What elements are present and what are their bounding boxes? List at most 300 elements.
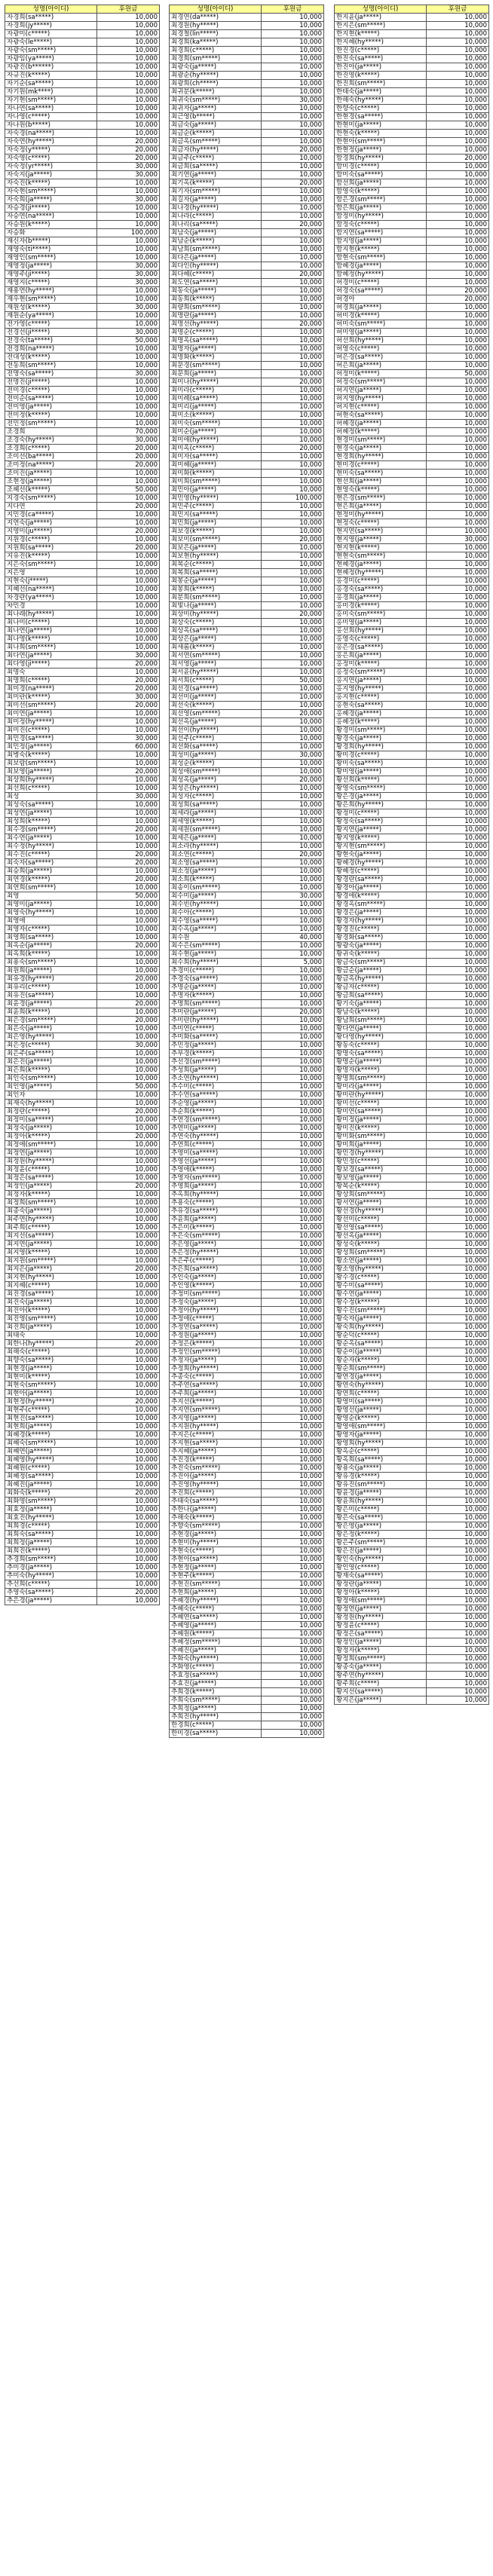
donation-amount: 10,000 — [427, 984, 489, 992]
donation-amount: 10,000 — [427, 619, 489, 627]
donor-row — [5, 619, 160, 627]
donor-name: 허지영(hy*****) — [335, 395, 427, 403]
donor-name: 최옥순(ja*****) — [5, 942, 97, 950]
donation-amount: 10,000 — [262, 1357, 324, 1365]
donor-row — [170, 420, 324, 428]
donation-amount: 10,000 — [427, 221, 489, 229]
donor-row — [335, 950, 489, 959]
donor-name: 최윤경(ja*****) — [5, 1000, 97, 1008]
donation-amount: 10,000 — [427, 1381, 489, 1390]
donation-amount: 10,000 — [427, 1514, 489, 1522]
donation-amount: 10,000 — [427, 179, 489, 188]
donor-row — [170, 1224, 324, 1232]
donor-row — [335, 105, 489, 113]
donor-row — [170, 138, 324, 146]
donation-amount: 10,000 — [427, 1688, 489, 1696]
donation-amount: 20,000 — [97, 1489, 160, 1498]
donor-row — [5, 387, 160, 395]
donation-amount: 10,000 — [97, 1522, 160, 1531]
donor-name: 허경희(ja*****) — [335, 304, 427, 312]
donor-name: 추성희(ja*****) — [170, 1066, 262, 1075]
donor-name: 최나연(ja*****) — [5, 627, 97, 635]
donor-name: 전민정(sm*****) — [5, 420, 97, 428]
donation-amount: 10,000 — [97, 1232, 160, 1241]
donation-amount: 10,000 — [262, 652, 324, 660]
donor-name: 추한나(ja*****) — [170, 1506, 262, 1514]
donation-amount: 10,000 — [427, 702, 489, 710]
donor-name: 추효정(sa*****) — [170, 1672, 262, 1680]
donor-name: 현경숙(ja*****) — [335, 445, 427, 453]
donor-row — [170, 254, 324, 262]
donation-amount: 50,000 — [97, 486, 160, 494]
donor-name: 최보람(sm*****) — [5, 760, 97, 768]
donation-amount: 10,000 — [427, 1406, 489, 1415]
donor-name: 한해숙(hy*****) — [335, 96, 427, 105]
donor-name: 추수미(c*****) — [170, 1083, 262, 1091]
donor-row — [170, 1340, 324, 1348]
donor-row — [335, 702, 489, 710]
donor-name: 최분희(sm*****) — [170, 594, 262, 602]
donation-amount: 10,000 — [427, 1116, 489, 1124]
donor-row — [335, 1556, 489, 1564]
donor-name: 재우현(sm*****) — [5, 295, 97, 304]
donor-row — [335, 237, 489, 246]
donor-name: 추혜진(ja*****) — [170, 1647, 262, 1655]
donation-amount: 10,000 — [262, 1597, 324, 1605]
donor-name: 최미리(ja*****) — [170, 403, 262, 411]
donation-amount: 10,000 — [262, 1108, 324, 1116]
donation-amount: 10,000 — [427, 1232, 489, 1241]
donor-row — [335, 743, 489, 751]
donor-name: 황미연(sa*****) — [335, 1108, 427, 1116]
donor-row — [335, 1597, 489, 1605]
donation-amount: 10,000 — [262, 1589, 324, 1597]
donor-row — [5, 569, 160, 577]
donation-amount: 30,000 — [97, 735, 160, 743]
donation-amount: 10,000 — [427, 1415, 489, 1423]
donor-name: 최미례(sa*****) — [170, 395, 262, 403]
donation-amount: 10,000 — [97, 1373, 160, 1381]
donor-name: 최명순(c*****) — [170, 329, 262, 337]
donor-name: 황숙희(hy*****) — [335, 1323, 427, 1332]
donor-name: 최보미(sm*****) — [170, 536, 262, 544]
donor-row — [335, 1033, 489, 1042]
donor-row — [335, 1017, 489, 1025]
donation-amount: 10,000 — [262, 1075, 324, 1083]
donor-name: 최나영(k*****) — [5, 635, 97, 644]
donor-name: 황선미(c*****) — [335, 1216, 427, 1224]
donor-name: 추미숙(hy*****) — [5, 1572, 97, 1580]
donor-name: 최보경(k*****) — [170, 528, 262, 536]
donor-name: 최성희(sa*****) — [170, 801, 262, 809]
donor-name: 황지은(ja*****) — [335, 1696, 427, 1705]
donor-row — [5, 1191, 160, 1199]
donor-row — [5, 934, 160, 942]
donation-amount: 20,000 — [97, 528, 160, 536]
donor-name: 황재숙(sa*****) — [335, 1572, 427, 1580]
donation-amount: 10,000 — [262, 1042, 324, 1050]
donor-row — [335, 38, 489, 47]
donation-amount: 10,000 — [97, 602, 160, 610]
donation-amount: 10,000 — [427, 992, 489, 1000]
donation-amount: 10,000 — [427, 1182, 489, 1191]
donor-name: 추정미(sm*****) — [170, 1290, 262, 1299]
donor-name: 최세영(k*****) — [170, 818, 262, 826]
donor-name: 함현숙(sm*****) — [335, 254, 427, 262]
column-header-name: 성명(아이디) — [170, 5, 262, 14]
donor-name: 추인숙(ja*****) — [170, 1274, 262, 1282]
donation-amount: 20,000 — [427, 287, 489, 295]
donation-amount: 30,000 — [97, 163, 160, 171]
donor-row — [170, 876, 324, 884]
donation-amount: 10,000 — [427, 1224, 489, 1232]
donation-amount: 10,000 — [427, 1622, 489, 1630]
donation-amount: 10,000 — [97, 519, 160, 528]
donation-amount: 10,000 — [262, 1207, 324, 1216]
donor-name: 한태숙(ja*****) — [335, 88, 427, 96]
donor-row — [170, 826, 324, 834]
donor-row — [170, 1299, 324, 1307]
donor-name: 황금희(sa*****) — [335, 992, 427, 1000]
donor-row — [170, 851, 324, 859]
donor-row — [170, 411, 324, 420]
donation-amount: 10,000 — [262, 1191, 324, 1199]
donor-name: 함미경(c*****) — [335, 163, 427, 171]
donation-amount: 10,000 — [262, 1199, 324, 1207]
donor-name: 황정란(ja*****) — [335, 1580, 427, 1589]
donor-name: 추효진(ja*****) — [170, 1680, 262, 1688]
donor-name: 황경옥(sm*****) — [335, 901, 427, 909]
donation-amount: 10,000 — [427, 1124, 489, 1133]
donor-name: 추정인(sm*****) — [170, 1348, 262, 1357]
donation-amount: 10,000 — [262, 1605, 324, 1614]
donor-row — [335, 1473, 489, 1481]
donor-name: 지영미(ju*****) — [5, 528, 97, 536]
donation-amount: 10,000 — [97, 950, 160, 959]
donor-row — [170, 610, 324, 619]
donor-name: 추현숙(c*****) — [170, 1547, 262, 1556]
donor-row — [5, 1158, 160, 1166]
donor-name: 황금자(c*****) — [335, 984, 427, 992]
donor-row — [5, 1207, 160, 1216]
donor-name: 허혜정(k*****) — [335, 428, 427, 436]
donor-row — [5, 668, 160, 677]
donor-row — [5, 751, 160, 760]
donor-name: 황수경(c*****) — [335, 1274, 427, 1282]
donor-name: 황남희(sm*****) — [335, 1017, 427, 1025]
donor-name: 최광순(hy*****) — [170, 72, 262, 80]
donor-row — [5, 1456, 160, 1464]
donor-name: 황수연(ja*****) — [335, 1290, 427, 1299]
donor-name: 황성희(sm*****) — [335, 1249, 427, 1257]
donor-name: 황선옥(ja*****) — [335, 1232, 427, 1241]
donor-row — [170, 1307, 324, 1315]
donor-name: 지원희(sa*****) — [5, 544, 97, 552]
donation-amount: 20,000 — [97, 942, 160, 950]
donor-row — [170, 503, 324, 511]
donation-amount: 10,000 — [262, 470, 324, 478]
donation-amount: 10,000 — [262, 984, 324, 992]
donation-amount: 10,000 — [262, 693, 324, 702]
donation-amount: 10,000 — [262, 718, 324, 727]
donation-amount: 10,000 — [427, 1340, 489, 1348]
donation-amount: 10,000 — [262, 420, 324, 428]
donation-amount: 10,000 — [97, 1299, 160, 1307]
donor-row — [170, 1456, 324, 1464]
donation-amount: 10,000 — [427, 420, 489, 428]
donor-row — [335, 909, 489, 917]
donor-name: 황선영(sa*****) — [335, 1224, 427, 1232]
donor-row — [5, 271, 160, 279]
donor-row — [335, 1564, 489, 1572]
donor-row — [170, 1556, 324, 1564]
column-header-amount: 후원금 — [97, 5, 160, 14]
donor-name: 현미경(c*****) — [335, 461, 427, 470]
donation-amount: 10,000 — [262, 72, 324, 80]
donor-name: 조미선(ba*****) — [5, 453, 97, 461]
donor-name: 최선숙(k*****) — [170, 702, 262, 710]
donor-name: 최지원(sm*****) — [5, 1257, 97, 1265]
donor-row — [335, 304, 489, 312]
donation-amount: 10,000 — [262, 594, 324, 602]
donor-row — [335, 30, 489, 38]
donation-amount: 60,000 — [97, 743, 160, 751]
donor-row — [5, 428, 160, 436]
donor-row — [5, 1241, 160, 1249]
donation-amount: 10,000 — [427, 1489, 489, 1498]
donation-amount: 10,000 — [427, 1274, 489, 1282]
donor-name: 최희숙(sa*****) — [5, 1531, 97, 1539]
donor-name: 최미혜(ja*****) — [170, 461, 262, 470]
donor-name: 최동희(k*****) — [170, 295, 262, 304]
donor-name: 최봉희(k*****) — [170, 586, 262, 594]
donor-name: 최혜경(k*****) — [5, 1431, 97, 1439]
donor-name: 조미정(na*****) — [5, 461, 97, 470]
donor-name: 최소라(hy*****) — [170, 843, 262, 851]
donor-row — [5, 635, 160, 644]
donation-amount: 10,000 — [97, 610, 160, 619]
donor-name: 황영희(hy*****) — [335, 1439, 427, 1448]
donor-row — [335, 229, 489, 237]
donor-name: 최현숙(sm*****) — [5, 1381, 97, 1390]
donor-row — [5, 1224, 160, 1232]
donation-amount: 10,000 — [97, 644, 160, 652]
donor-name: 황영순(k*****) — [335, 1415, 427, 1423]
donor-name: 추진숙(sm*****) — [170, 1464, 262, 1473]
donor-row — [170, 668, 324, 677]
donation-amount: 10,000 — [97, 345, 160, 353]
donor-name: 추혜정(sm*****) — [170, 1638, 262, 1647]
donation-amount: 10,000 — [427, 635, 489, 644]
donation-amount: 10,000 — [262, 644, 324, 652]
donor-name: 추연경(sm*****) — [170, 1116, 262, 1124]
donation-amount: 10,000 — [262, 1522, 324, 1531]
donor-row — [5, 876, 160, 884]
donor-row — [5, 1025, 160, 1033]
donor-name: 황지연(ja*****) — [335, 826, 427, 834]
donor-name: 추현미(hy*****) — [170, 1539, 262, 1547]
donor-row — [170, 727, 324, 735]
donor-row — [335, 801, 489, 809]
donation-amount: 10,000 — [427, 55, 489, 63]
donor-row — [170, 1124, 324, 1133]
donor-row — [5, 892, 160, 901]
donation-amount: 10,000 — [427, 1398, 489, 1406]
donation-amount: 10,000 — [262, 1531, 324, 1539]
donor-name: 최서영(ja*****) — [170, 660, 262, 668]
donation-amount: 10,000 — [427, 403, 489, 411]
donation-amount: 10,000 — [427, 1207, 489, 1216]
donor-name: 한지현(k*****) — [335, 30, 427, 38]
donor-row — [335, 1257, 489, 1265]
donation-amount: 10,000 — [262, 1133, 324, 1141]
donation-amount: 10,000 — [262, 801, 324, 809]
donation-amount: 10,000 — [97, 478, 160, 486]
donor-row — [170, 1290, 324, 1299]
donor-row — [5, 229, 160, 237]
donor-name: 황순옥(sa*****) — [335, 1340, 427, 1348]
donor-name: 최소희(k*****) — [170, 876, 262, 884]
donation-amount: 10,000 — [262, 362, 324, 370]
donation-amount: 10,000 — [97, 1066, 160, 1075]
donation-amount: 10,000 — [427, 1680, 489, 1688]
donor-name: 최윤희(k*****) — [5, 1008, 97, 1017]
donor-row — [170, 536, 324, 544]
donor-row — [170, 63, 324, 72]
donor-name: 최금숙(ja*****) — [170, 121, 262, 130]
donation-amount: 20,000 — [97, 768, 160, 776]
donation-amount: 10,000 — [427, 809, 489, 818]
donor-name: 최성은(hy*****) — [170, 785, 262, 793]
donation-amount: 10,000 — [97, 1332, 160, 1340]
donor-name: 추희정(ja*****) — [170, 1705, 262, 1713]
donor-row — [5, 38, 160, 47]
donor-name: 자숙지(ja*****) — [5, 171, 97, 179]
donor-row — [170, 677, 324, 685]
donor-name: 전동희(sm*****) — [5, 362, 97, 370]
donor-row — [335, 901, 489, 909]
donation-amount: 10,000 — [427, 96, 489, 105]
donor-name: 허경아 — [335, 295, 427, 304]
donor-name: 황경자(hy*****) — [335, 917, 427, 925]
donation-amount: 10,000 — [262, 809, 324, 818]
donation-amount: 10,000 — [262, 619, 324, 627]
donation-amount: 10,000 — [97, 760, 160, 768]
donor-row — [335, 635, 489, 644]
donation-amount: 10,000 — [97, 718, 160, 727]
donor-row — [170, 644, 324, 652]
donation-amount: 10,000 — [427, 1547, 489, 1556]
donor-name: 홍정미(k*****) — [335, 660, 427, 668]
donation-amount: 10,000 — [427, 1448, 489, 1456]
donor-row — [5, 1290, 160, 1299]
donor-row — [170, 1406, 324, 1415]
donor-row — [5, 785, 160, 793]
donor-row — [335, 14, 489, 22]
donor-row — [170, 1531, 324, 1539]
donation-amount: 10,000 — [262, 1713, 324, 1721]
donor-name: 황옥순(c*****) — [335, 1448, 427, 1456]
donor-name: 추미화(sa*****) — [170, 1033, 262, 1042]
donor-row — [335, 1091, 489, 1100]
donation-amount: 10,000 — [262, 1622, 324, 1630]
donation-amount: 10,000 — [262, 1514, 324, 1522]
donor-name: 황미경(c*****) — [335, 751, 427, 760]
donor-name: 최금순(k*****) — [170, 130, 262, 138]
donor-name: 최정아(k*****) — [5, 1133, 97, 1141]
donor-row — [170, 1348, 324, 1357]
donation-amount: 10,000 — [97, 55, 160, 63]
donor-name: 추지원(hy*****) — [170, 1423, 262, 1431]
donor-name: 최복순(c*****) — [170, 561, 262, 569]
donation-amount: 10,000 — [97, 1514, 160, 1522]
donation-amount: 10,000 — [262, 1323, 324, 1332]
donor-name: 자경희(jy*****) — [5, 22, 97, 30]
donor-name: 황경은(ja*****) — [335, 909, 427, 917]
donation-amount: 10,000 — [262, 627, 324, 635]
donation-amount: 10,000 — [427, 1473, 489, 1481]
donor-name: 추혜숙(c*****) — [170, 1605, 262, 1614]
donor-row — [335, 561, 489, 569]
donation-amount: 10,000 — [97, 959, 160, 967]
donation-amount: 10,000 — [262, 295, 324, 304]
donor-row — [170, 652, 324, 660]
column-header-amount: 후원금 — [262, 5, 324, 14]
donor-name: 현지현(k*****) — [335, 544, 427, 552]
donation-amount: 10,000 — [262, 1224, 324, 1232]
donation-amount: 10,000 — [97, 818, 160, 826]
donation-amount: 10,000 — [97, 378, 160, 387]
donor-row — [170, 1481, 324, 1489]
donation-amount: 10,000 — [427, 1149, 489, 1158]
donor-name: 최근영(b*****) — [170, 113, 262, 121]
donation-amount: 10,000 — [97, 1481, 160, 1489]
donor-row — [170, 1721, 324, 1730]
donor-name: 최수원 — [170, 934, 262, 942]
donor-row — [170, 751, 324, 760]
donor-name: 추경미(c*****) — [170, 967, 262, 975]
donor-row — [170, 1216, 324, 1224]
donor-row — [5, 1000, 160, 1008]
donor-row — [170, 627, 324, 635]
donor-row — [170, 1464, 324, 1473]
donor-row — [170, 1589, 324, 1597]
donor-row — [335, 246, 489, 254]
donor-row — [335, 984, 489, 992]
donor-name: 최성희(k*****) — [5, 818, 97, 826]
donor-name: 추혜연(sa*****) — [170, 1614, 262, 1622]
donor-row — [335, 55, 489, 63]
donor-row — [335, 478, 489, 486]
donor-name: 황명자(k*****) — [335, 1066, 427, 1075]
donation-amount: 10,000 — [262, 1498, 324, 1506]
donor-row — [335, 213, 489, 221]
donor-name: 최현아(ja*****) — [5, 1390, 97, 1398]
donation-amount: 30,000 — [97, 793, 160, 801]
donor-row — [5, 453, 160, 461]
donor-name: 최연희(sm*****) — [5, 884, 97, 892]
donation-amount: 10,000 — [97, 88, 160, 96]
donor-row — [170, 685, 324, 693]
donation-amount: 10,000 — [427, 387, 489, 395]
donor-row — [5, 1431, 160, 1439]
donation-amount: 10,000 — [427, 1091, 489, 1100]
donation-amount: 10,000 — [97, 710, 160, 718]
donation-amount: 10,000 — [97, 30, 160, 38]
donation-amount: 10,000 — [97, 1448, 160, 1456]
donor-name: 최경철(lin*****) — [170, 30, 262, 38]
donor-name: 황선경(hy*****) — [335, 1207, 427, 1216]
